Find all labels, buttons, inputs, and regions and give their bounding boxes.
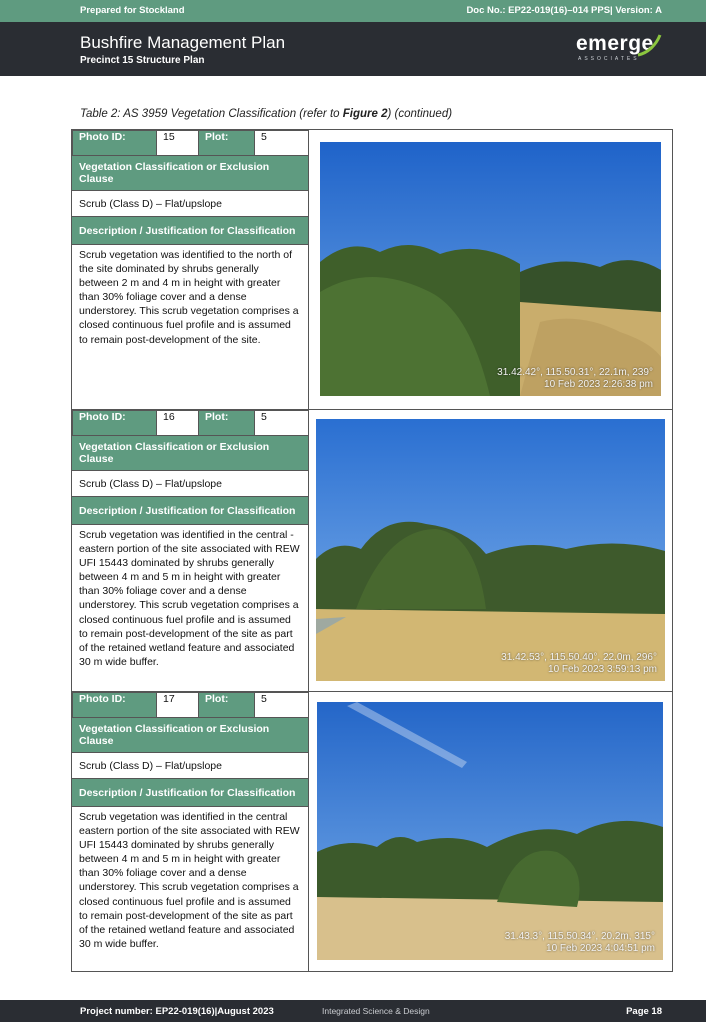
photo-id-label: Photo ID: [73,131,157,156]
photo-id-value: 16 [157,411,199,436]
table-row [72,130,673,410]
photo-scene [320,142,661,396]
plot-label: Plot: [199,411,255,436]
doc-number: Doc No.: EP22-019(16)–014 PPS| Version: A [466,5,662,16]
logo-text: emerge [576,32,654,55]
classification-value: Scrub (Class D) – Flat/upslope [72,471,308,497]
footer-tagline: Integrated Science & Design [322,1006,430,1016]
project-number: Project number: EP22-019(16)|August 2023 [80,1006,274,1017]
header [0,22,706,76]
document-subtitle: Precinct 15 Structure Plan [80,55,205,66]
description-heading: Description / Justification for Classification [72,779,308,807]
photo-scene [316,419,665,681]
photo-id-value: 15 [157,131,199,156]
plot-label: Plot: [199,131,255,156]
photo-id-value: 17 [157,693,199,718]
table-row [72,410,673,692]
vegetation-classification-table [71,129,673,972]
description-text: Scrub vegetation was identified in the central - eastern portion of the site associated with REW UFI 15443 dominated by shrubs generally between 4 m and 5 m in height with greater than 30% foliage cover and a dense understorey. This scrub vegetation comprises a closed continuous fuel profile and is assumed to remain post-development of the site as part of the retained wetland feature and associated 30 m wide buffer. [79,529,300,668]
document-title: Bushfire Management Plan [80,33,286,52]
page-number: Page 18 [626,1006,662,1017]
emerge-logo [576,32,664,66]
description-heading: Description / Justification for Classification [72,497,308,525]
plot-value: 5 [255,693,309,718]
site-photo-16 [316,419,665,681]
photo-stamp: 31.42.53°, 115.50.40°, 22.0m, 296° 10 Feb 2023 3:59:13 pm [501,652,657,675]
photo-scene [317,702,663,960]
photo-id-label: Photo ID: [73,411,157,436]
classification-heading: Vegetation Classification or Exclusion Clause [72,156,308,191]
classification-value: Scrub (Class D) – Flat/upslope [72,191,308,217]
top-bar [0,0,706,22]
logo-swoosh-icon [634,33,664,59]
site-photo-17 [317,702,663,960]
photo-stamp: 31.43.3°, 115.50.34°, 20.2m, 315° 10 Feb 2023 4:04:51 pm [504,931,655,954]
figure-link: Figure 2 [342,108,388,120]
plot-value: 5 [255,131,309,156]
classification-value: Scrub (Class D) – Flat/upslope [72,753,308,779]
plot-label: Plot: [199,693,255,718]
description-text: Scrub vegetation was identified in the central eastern portion of the site associated with REW UFI 15443 dominated by shrubs generally between 4 m and 5 m in height with greater than 30% foliage cover and a dense understorey. This scrub vegetation comprises a closed continuous fuel profile and is assumed to remain post-development of the site as part of the retained wetland feature and associated 30 m wide buffer. [79,811,300,950]
classification-heading: Vegetation Classification or Exclusion Clause [72,436,308,471]
logo-subtext: ASSOCIATES [578,56,640,62]
table-caption: Table 2: AS 3959 Vegetation Classification (refer to Figure 2) (continued) [80,108,453,120]
description-heading: Description / Justification for Classification [72,217,308,245]
site-photo-15 [320,142,661,396]
description-text: Scrub vegetation was identified to the north of the site dominated by shrubs generally between 2 m and 4 m in height with greater than 30% foliage cover and a dense understorey. This scrub vegetation comprises a closed continuous fuel profile and is assumed to remain post-development of the site. [79,249,299,346]
prepared-for: Prepared for Stockland [80,5,185,16]
table-row [72,692,673,972]
classification-heading: Vegetation Classification or Exclusion Clause [72,718,308,753]
photo-id-label: Photo ID: [73,693,157,718]
plot-value: 5 [255,411,309,436]
footer [0,1000,706,1022]
photo-stamp: 31.42.42°, 115.50.31°, 22.1m, 239° 10 Feb 2023 2:26:38 pm [497,367,653,390]
